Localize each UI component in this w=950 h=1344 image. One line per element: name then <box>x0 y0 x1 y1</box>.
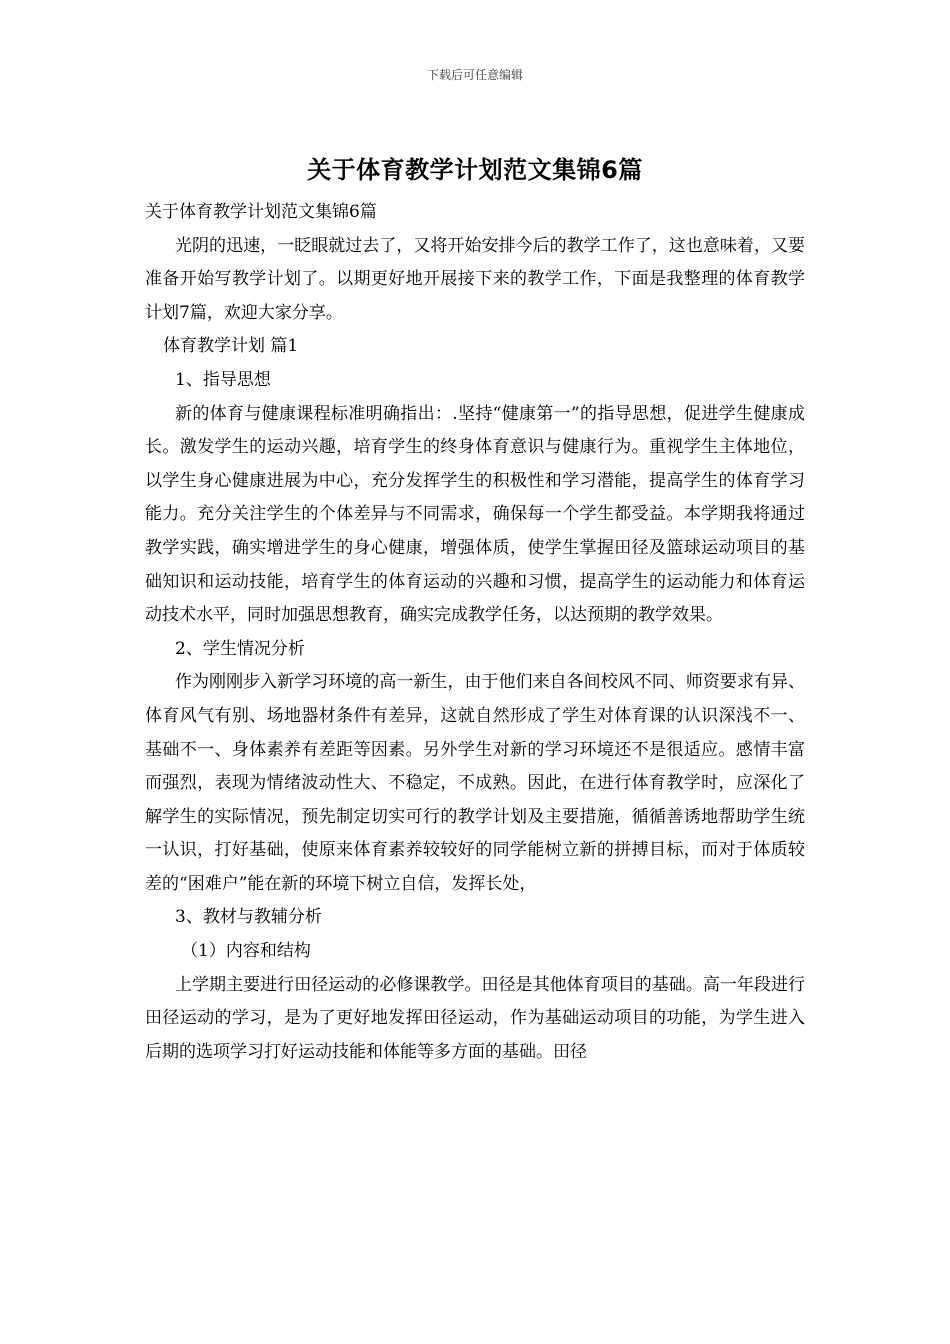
paragraph-guiding-thought: 新的体育与健康课程标准明确指出：.坚持“健康第一”的指导思想，促进学生健康成长。激发学生的运动兴趣，培育学生的终身体育意识与健康行为。重视学生主体地位，以学生身心健康进展为中心，充分发挥学生的积极性和学习潜能，提高学生的体育学习能力。充分关注学生的个体差异与不同需求，确保每一个学生都受益。本学期我将通过教学实践，确实增进学生的身心健康，增强体质，使学生掌握田径及篮球运动项目的基础知识和运动技能，培育学生的体育运动的兴趣和习惯，提高学生的运动能力和体育运动技术水平，同时加强思想教育，确实完成教学任务，以达预期的教学效果。 <box>145 403 805 626</box>
document-title: 关于体育教学计划范文集锦6篇 <box>307 156 643 184</box>
paragraph-student-analysis: 作为刚刚步入新学习环境的高一新生，由于他们来自各间校风不同、师资要求有异、体育风气有别、场地器材条件有差异，这就自然形成了学生对体育课的认识深浅不一、基础不一、身体素养有差距等因素。另外学生对新的学习环境还不是很适应。感情丰富而强烈，表现为情绪波动性大、不稳定，不成熟。因此，在进行体育教学时，应深化了解学生的实际情况，预先制定切实可行的教学计划及主要措施，循循善诱地帮助学生统一认识，打好基础，使原来体育素养较较好的同学能树立新的拼搏目标，而对于体质较差的“困难户”能在新的环境下树立自信，发挥长处， <box>145 672 805 894</box>
header-note: 下载后可任意编辑 <box>426 68 523 82</box>
heading-guiding-thought: 1、指导思想 <box>175 369 271 390</box>
heading-student-analysis: 2、学生情况分析 <box>175 638 305 659</box>
document-body <box>145 196 805 1069</box>
subheading-content-structure: （1）内容和结构 <box>181 941 311 962</box>
paragraph-content-structure: 上学期主要进行田径运动的必修课教学。田径是其他体育项目的基础。高一年段进行田径运动的学习，是为了更好地发挥田径运动，作为基础运动项目的功能，为学生进入后期的选项学习打好运动技能和体能等多方面的基础。田径 <box>145 974 805 1062</box>
document-subtitle: 关于体育教学计划范文集锦6篇 <box>145 202 377 222</box>
heading-materials-analysis: 3、教材与教辅分析 <box>175 907 322 928</box>
intro-paragraph: 光阴的迅速，一眨眼就过去了，又将开始安排今后的教学工作了，这也意味着，又要准备开始写教学计划了。以期更好地开展接下来的教学工作，下面是我整理的体育教学计划7篇，欢迎大家分享。 <box>145 235 805 323</box>
section-heading: 体育教学计划 篇1 <box>163 336 299 357</box>
